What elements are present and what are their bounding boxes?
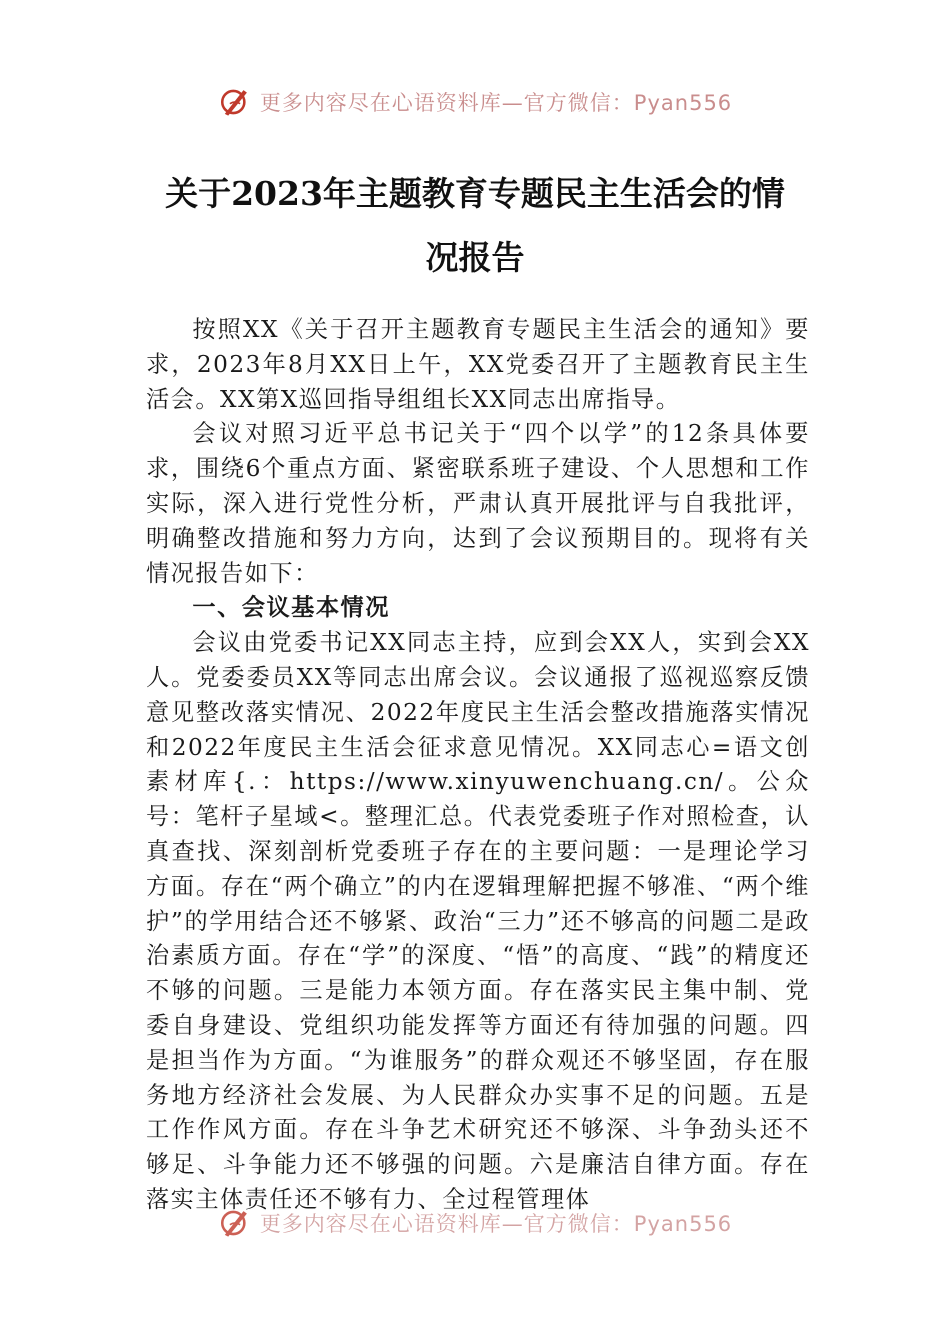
- paragraph-section-1: 会议由党委书记XX同志主持，应到会XX人，实到会XX人。党委委员XX等同志出席会议。会议通报了巡视巡察反馈意见整改落实情况、2022年度民主生活会整改措施落实情况和2022年度民主生活会征求意见情况。XX同志心=语文创素材库{.：https://www.xinyuwenchuang.cn/。公众号：笔杆子星域<。整理汇总。代表党委班子作对照检查，认真查找、深刻剖析党委班子存在的主要问题：一是理论学习方面。存在“两个确立”的内在逻辑理解把握不够准、“两个维护”的学用结合还不够紧、政治“三力”还不够高的问题二是政治素质方面。存在“学”的深度、“悟”的高度、“践”的精度还不够的问题。三是能力本领方面。存在落实民主集中制、党委自身建设、党组织功能发挥等方面还有待加强的问题。四是担当作为方面。“为谁服务”的群众观还不够坚固，存在服务地方经济社会发展、为人民群众办实事不足的问题。五是工作作风方面。存在斗争艺术研究还不够深、斗争劲头还不够足、斗争能力还不够强的问题。六是廉洁自律方面。存在落实主体责任还不够有力、全过程管理体: [146, 629, 810, 1213]
- watermark-text: 更多内容尽在心语资料库—官方微信：Pyan556: [259, 1212, 733, 1236]
- footer-watermark: [0, 1203, 950, 1243]
- title-line-1: 关于2023年主题教育专题民主生活会的情: [165, 174, 785, 213]
- watermark-text: 更多内容尽在心语资料库—官方微信：Pyan556: [259, 91, 733, 115]
- paragraph-summary: 会议对照习近平总书记关于“四个以学”的12条具体要求，围绕6个重点方面、紧密联系班子建设、个人思想和工作实际，深入进行党性分析，严肃认真开展批评与自我批评，明确整改措施和努力方向，达到了会议预期目的。现将有关情况报告如下：: [146, 420, 810, 587]
- pen-logo-icon: [218, 85, 252, 119]
- pen-logo-icon: [218, 1206, 252, 1240]
- document-title: [120, 162, 830, 290]
- paragraph-intro: 按照XX《关于召开主题教育专题民主生活会的通知》要求，2023年8月XX日上午，XX党委召开了主题教育民主生活会。XX第X巡回指导组组长XX同志出席指导。: [146, 316, 810, 413]
- section-heading-1: 一、会议基本情况: [192, 594, 390, 622]
- header-watermark: [0, 82, 950, 122]
- title-line-2: 况报告: [425, 238, 525, 277]
- document-body: [146, 313, 810, 1213]
